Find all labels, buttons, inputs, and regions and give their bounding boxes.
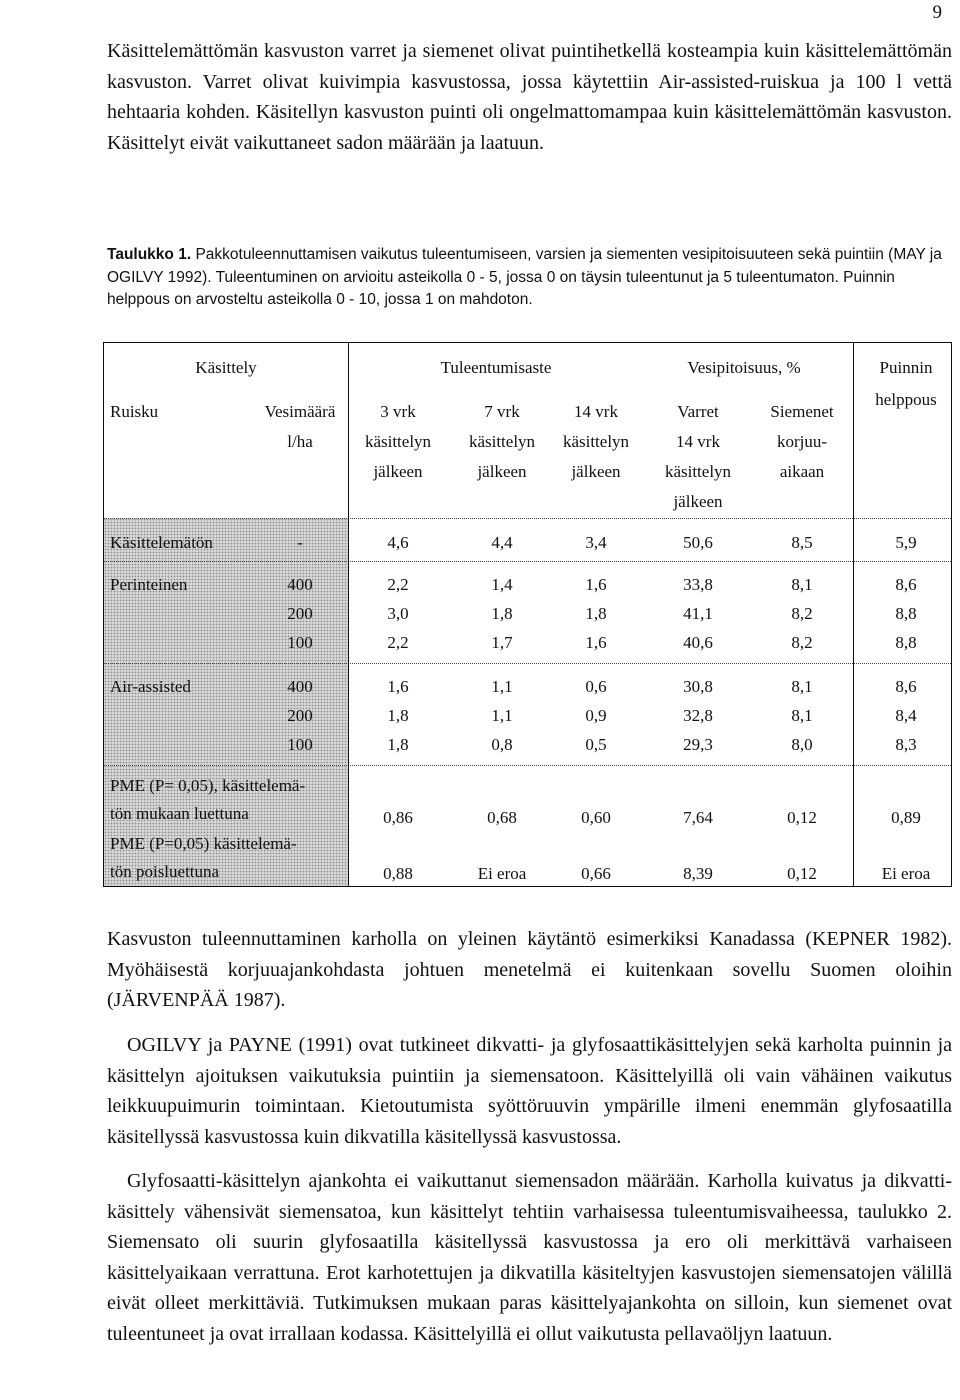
row-separator — [104, 561, 951, 562]
cell-day7: 4,4 — [491, 533, 513, 552]
cell-day3: 1,6 — [387, 677, 409, 696]
cell-day3: 1,8 — [387, 735, 409, 754]
cell-stems: 32,8 — [683, 706, 713, 725]
cell-day3: 2,2 — [387, 633, 409, 652]
col-header-stems: Varret — [677, 402, 719, 421]
cell-harvest: 8,3 — [895, 735, 917, 754]
cell-day14: 0,60 — [581, 808, 611, 827]
cell-volume: 400 — [287, 677, 313, 696]
cell-stems: 29,3 — [683, 735, 713, 754]
body-paragraph: OGILVY ja PAYNE (1991) ovat tutkineet dikvatti- ja glyfosaattikäsittelyjen sekä karholta puinnin ja käsittelyn ajoituksen vaikutuksia puintiin ja siemensatoon. Käsittelyillä oli vain vähäinen vaikutus leikkuupuimurin toimintaan. Kietoutumista syöttöruuvin ympärille ilmeni enemmän glyfosaatilla käsitellyssä kasvustossa kuin dikvatilla käsitellyssä kasvustossa. — [107, 1034, 952, 1148]
cell-day14: 1,6 — [585, 633, 607, 652]
col-header-day7-line3: jälkeen — [477, 462, 527, 481]
cell-day14: 0,5 — [585, 735, 607, 754]
lsd-label-excluded-line2: tön poisluettuna — [110, 862, 220, 881]
table-caption — [107, 244, 952, 312]
lsd-label-included: PME (P= 0,05), käsittelemä- — [110, 776, 306, 795]
row-label-conventional: Perinteinen — [110, 575, 188, 594]
cell-stems: 33,8 — [683, 575, 713, 594]
cell-stems: 40,6 — [683, 633, 713, 652]
lsd-label-included-line2: tön mukaan luettuna — [110, 804, 249, 823]
cell-seeds: 8,0 — [791, 735, 813, 754]
cell-volume: 100 — [287, 735, 313, 754]
cell-day3: 0,86 — [383, 808, 413, 827]
cell-harvest: Ei eroa — [881, 864, 931, 883]
col-header-volume: Vesimäärä — [264, 402, 336, 421]
cell-seeds: 8,2 — [791, 633, 813, 652]
cell-seeds: 8,2 — [791, 604, 813, 623]
page-number: 9 — [932, 2, 942, 23]
cell-day14: 3,4 — [585, 533, 607, 552]
col-header-volume-unit: l/ha — [287, 432, 313, 451]
cell-day7: 1,4 — [491, 575, 513, 594]
row-separator — [104, 765, 951, 766]
header-separator — [104, 518, 951, 519]
row-label-air-assisted: Air-assisted — [110, 677, 191, 696]
cell-day3: 1,8 — [387, 706, 409, 725]
cell-stems: 30,8 — [683, 677, 713, 696]
cell-day7: 1,8 — [491, 604, 513, 623]
cell-stems: 50,6 — [683, 533, 713, 552]
caption-text: Pakkotuleennuttamisen vaikutus tuleentumiseen, varsien ja siementen vesipitoisuuteen sekä puintiin (MAY ja OGILVY 1992). Tuleentuminen on arvioitu asteikolla 0 - 5, jossa 0 on täysin tuleentunut ja 5 tuleentumaton. Puinnin helppous on arvosteltu asteikolla 0 - 10, jossa 1 on mahdoton. — [107, 246, 942, 309]
cell-day7: 0,68 — [487, 808, 517, 827]
cell-seeds: 8,1 — [791, 706, 813, 725]
cell-harvest: 5,9 — [895, 533, 917, 552]
col-header-day3-line2: käsittelyn — [364, 432, 432, 451]
cell-volume: 200 — [287, 604, 313, 623]
results-table — [103, 342, 952, 887]
lsd-label-excluded: PME (P=0,05) käsittelemä- — [110, 834, 297, 853]
cell-harvest: 0,89 — [891, 808, 921, 827]
cell-seeds: 8,1 — [791, 575, 813, 594]
cell-day3: 0,88 — [383, 864, 413, 883]
cell-day7: 1,7 — [491, 633, 513, 652]
col-header-seeds-line3: aikaan — [779, 462, 825, 481]
body-paragraph: Glyfosaatti-käsittelyn ajankohta ei vaikuttanut siemensadon määrään. Karholla kuivatus ja dikvatti-käsittely vähensivät siemensatoa, kun käsittelyt tehtiin varhaisessa tuleentumisvaiheessa, taulukko 2. Siemensato oli suurin glyfosaatilla käsitellyssä kasvustossa ja ero oli merkittävä varhaiseen käsittelyaikaan verrattuna. Erot karhotettujen ja dikvatilla käsiteltyjen kasvustojen siemensatojen välillä eivät olleet merkittäviä. Tutkimuksen mukaan paras käsittelyajankohta on silloin, kun siemenet ovat tuleentuneet ja ovat irrallaan kodassa. Käsittelyillä ei ollut vaikutusta pellavaöljyn laatuun. — [107, 1170, 952, 1345]
cell-volume: 200 — [287, 706, 313, 725]
cell-day3: 4,6 — [387, 533, 409, 552]
cell-harvest: 8,6 — [895, 575, 917, 594]
col-header-day7: 7 vrk — [484, 402, 520, 421]
cell-day14: 0,66 — [581, 864, 611, 883]
cell-day3: 2,2 — [387, 575, 409, 594]
group-header-treatment: Käsittely — [195, 358, 257, 377]
cell-day7: 1,1 — [491, 677, 513, 696]
row-label-untreated: Käsittelemätön — [110, 533, 213, 552]
col-header-stems-line3: käsittelyn — [664, 462, 732, 481]
col-header-stems-line2: 14 vrk — [676, 432, 720, 451]
cell-volume: 100 — [287, 633, 313, 652]
cell-day3: 3,0 — [387, 604, 409, 623]
group-header-moisture: Vesipitoisuus, % — [687, 358, 801, 377]
group-header-harvest: Puinnin — [879, 358, 933, 377]
cell-harvest: 8,6 — [895, 677, 917, 696]
cell-stems: 8,39 — [683, 864, 713, 883]
cell-harvest: 8,8 — [895, 604, 917, 623]
group-header-maturity: Tuleentumisaste — [440, 358, 552, 377]
cell-day14: 0,9 — [585, 706, 607, 725]
cell-harvest: 8,8 — [895, 633, 917, 652]
cell-seeds: 8,5 — [791, 533, 813, 552]
col-header-day14: 14 vrk — [574, 402, 618, 421]
group-header-harvest-2: helppous — [875, 390, 937, 409]
cell-day14: 1,8 — [585, 604, 607, 623]
cell-harvest: 8,4 — [895, 706, 917, 725]
cell-seeds: 0,12 — [787, 864, 817, 883]
intro-paragraph: Käsittelemättömän kasvuston varret ja siemenet olivat puintihetkellä kosteampia kuin käsittelemättömän kasvuston. Varret olivat kuivimpia kasvustossa, jossa käytettiin Air-assisted-ruiskua ja 100 l vettä hehtaaria kohden. Käsitellyn kasvuston puinti oli ongelmattomampaa kuin käsittelemättömän kasvuston. Käsittelyt eivät vaikuttaneet sadon määrään ja laatuun. — [107, 40, 952, 154]
cell-day14: 0,6 — [585, 677, 607, 696]
cell-seeds: 8,1 — [791, 677, 813, 696]
cell-day7: 0,8 — [491, 735, 513, 754]
cell-day7: 1,1 — [491, 706, 513, 725]
cell-stems: 41,1 — [683, 604, 713, 623]
cell-volume: 400 — [287, 575, 313, 594]
col-header-seeds-line2: korjuu- — [776, 432, 828, 451]
cell-stems: 7,64 — [683, 808, 713, 827]
col-header-sprayer: Ruisku — [110, 402, 159, 421]
col-header-seeds: Siemenet — [770, 402, 834, 421]
col-header-day3: 3 vrk — [380, 402, 416, 421]
cell-day14: 1,6 — [585, 575, 607, 594]
body-paragraph: Kasvuston tuleennuttaminen karholla on yleinen käytäntö esimerkiksi Kanadassa (KEPNER 1982). Myöhäisestä korjuuajankohdasta johtuen menetelmä ei kuitenkaan sovellu Suomen oloihin (JÄRVENPÄÄ 1987). — [107, 928, 952, 1011]
col-header-day3-line3: jälkeen — [373, 462, 423, 481]
cell-day7: Ei eroa — [477, 864, 527, 883]
col-header-day14-line3: jälkeen — [571, 462, 621, 481]
col-header-stems-line4: jälkeen — [673, 492, 723, 511]
row-separator — [104, 663, 951, 664]
col-header-day7-line2: käsittelyn — [468, 432, 536, 451]
caption-label: Taulukko 1. — [107, 246, 192, 263]
cell-volume: - — [297, 533, 303, 552]
cell-seeds: 0,12 — [787, 808, 817, 827]
col-header-day14-line2: käsittelyn — [562, 432, 630, 451]
column-divider — [853, 343, 854, 886]
column-divider — [348, 343, 349, 886]
